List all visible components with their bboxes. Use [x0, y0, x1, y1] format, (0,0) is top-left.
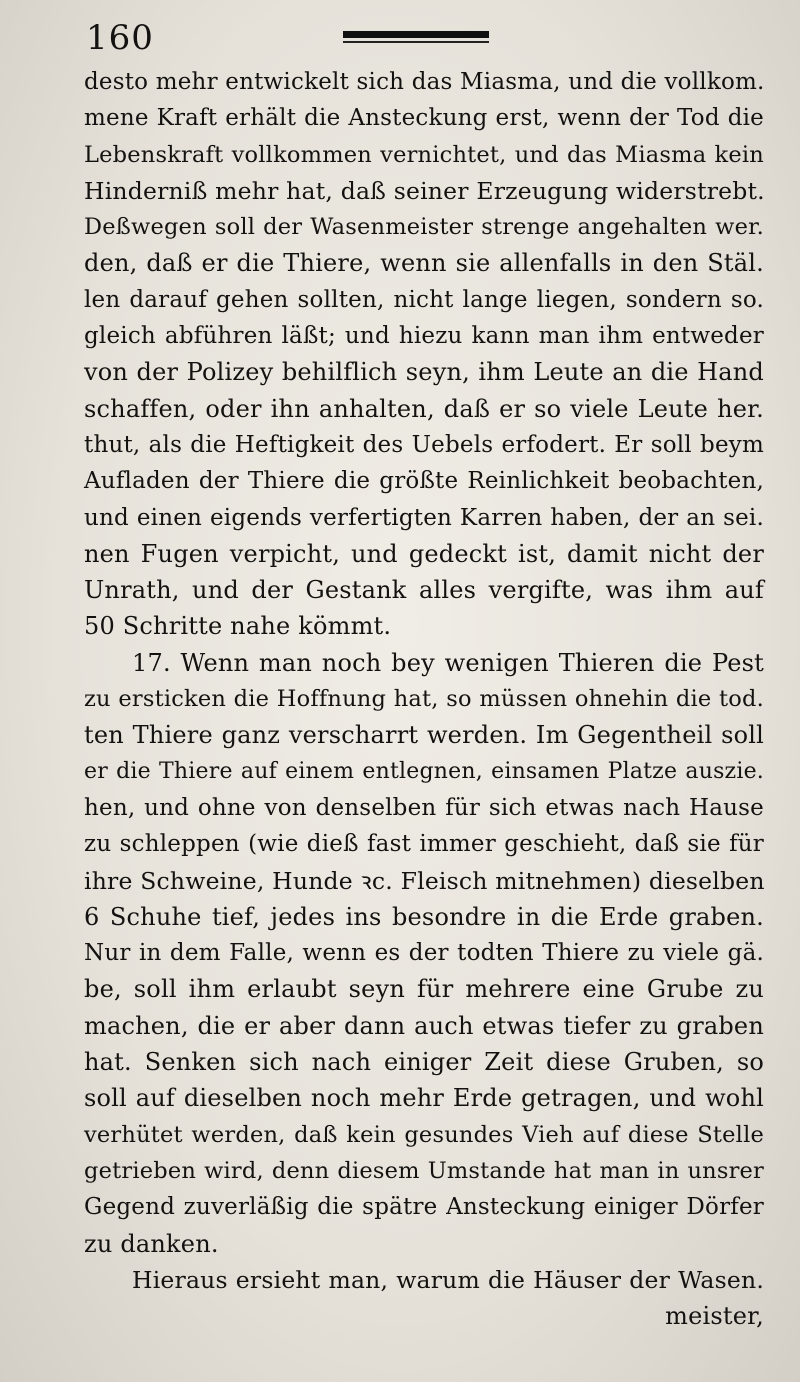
- text-line: getrieben wird, denn diesem Umstande hat man in unsrer: [84, 1157, 764, 1184]
- body-text: [84, 64, 764, 1334]
- text-line: er die Thiere auf einem entlegnen, einsamen Platze auszie.: [84, 758, 764, 784]
- text-line: zu danken.: [84, 1229, 219, 1258]
- page-number: 160: [86, 18, 154, 58]
- text-line: hen, und ohne von denselben für sich etwas nach Hause: [84, 794, 764, 821]
- text-line: Hinderniß mehr hat, daß seiner Erzeugung widerstrebt.: [84, 176, 765, 205]
- text-line: 6 Schuhe tief, jedes ins besondre in die Erde graben.: [84, 902, 764, 931]
- header-rule-thick: [343, 31, 489, 38]
- text-line: mene Kraft erhält die Ansteckung erst, wenn der Tod die: [84, 105, 764, 132]
- text-line: Gegend zuverläßig die spätre Ansteckung einiger Dörfer: [84, 1194, 764, 1221]
- text-line: nen Fugen verpicht, und gedeckt ist, damit nicht der: [84, 539, 764, 568]
- text-line: schaffen, oder ihn anhalten, daß er so viele Leute her.: [84, 394, 764, 423]
- text-line: Unrath, und der Gestank alles vergifte, was ihm auf: [84, 576, 764, 605]
- text-line: Nur in dem Falle, wenn es der todten Thiere zu viele gä.: [84, 940, 764, 967]
- text-line: hat. Senken sich nach einiger Zeit diese Gruben, so: [84, 1048, 764, 1077]
- text-line: den, daß er die Thiere, wenn sie allenfalls in den Stäl.: [84, 249, 764, 278]
- text-line: 50 Schritte nahe kömmt.: [84, 612, 392, 641]
- text-line: von der Polizey behilflich seyn, ihm Leute an die Hand: [84, 358, 764, 387]
- paragraph-start-line: Hieraus ersieht man, warum die Häuser der Wasen.: [132, 1265, 764, 1294]
- paragraph-start-line: 17. Wenn man noch bey wenigen Thieren die Pest: [132, 648, 764, 677]
- text-line: ihre Schweine, Hunde ꝛc. Fleisch mitnehmen) dieselben: [84, 866, 765, 895]
- text-line: be, soll ihm erlaubt seyn für mehrere eine Grube zu: [84, 975, 764, 1004]
- text-line: desto mehr entwickelt sich das Miasma, und die vollkom.: [84, 69, 765, 95]
- text-line: zu ersticken die Hoffnung hat, so müssen ohnehin die tod.: [84, 686, 764, 713]
- text-line: gleich abführen läßt; und hiezu kann man ihm entweder: [84, 323, 764, 350]
- text-line: verhütet werden, daß kein gesundes Vieh auf diese Stelle: [84, 1121, 764, 1148]
- text-line: len darauf gehen sollten, nicht lange liegen, sondern so.: [84, 286, 764, 313]
- header-rule-thin: [343, 41, 489, 43]
- text-line: ten Thiere ganz verscharrt werden. Im Gegentheil soll: [84, 721, 764, 750]
- text-line: Deßwegen soll der Wasenmeister strenge angehalten wer.: [84, 214, 764, 241]
- text-line: und einen eigends verfertigten Karren haben, der an sei.: [84, 504, 764, 531]
- text-line: machen, die er aber dann auch etwas tiefer zu graben: [84, 1011, 764, 1040]
- header-rule: [343, 28, 489, 46]
- text-line: Lebenskraft vollkommen vernichtet, und das Miasma kein: [84, 141, 764, 168]
- catchword-line: meister,: [665, 1302, 764, 1331]
- text-line: Aufladen der Thiere die größte Reinlichkeit beobachten,: [84, 468, 764, 495]
- text-line: zu schleppen (wie dieß fast immer geschieht, daß sie für: [84, 831, 764, 858]
- text-line: thut, als die Heftigkeit des Uebels erfodert. Er soll beym: [84, 431, 764, 458]
- text-line: soll auf dieselben noch mehr Erde getragen, und wohl: [84, 1084, 764, 1113]
